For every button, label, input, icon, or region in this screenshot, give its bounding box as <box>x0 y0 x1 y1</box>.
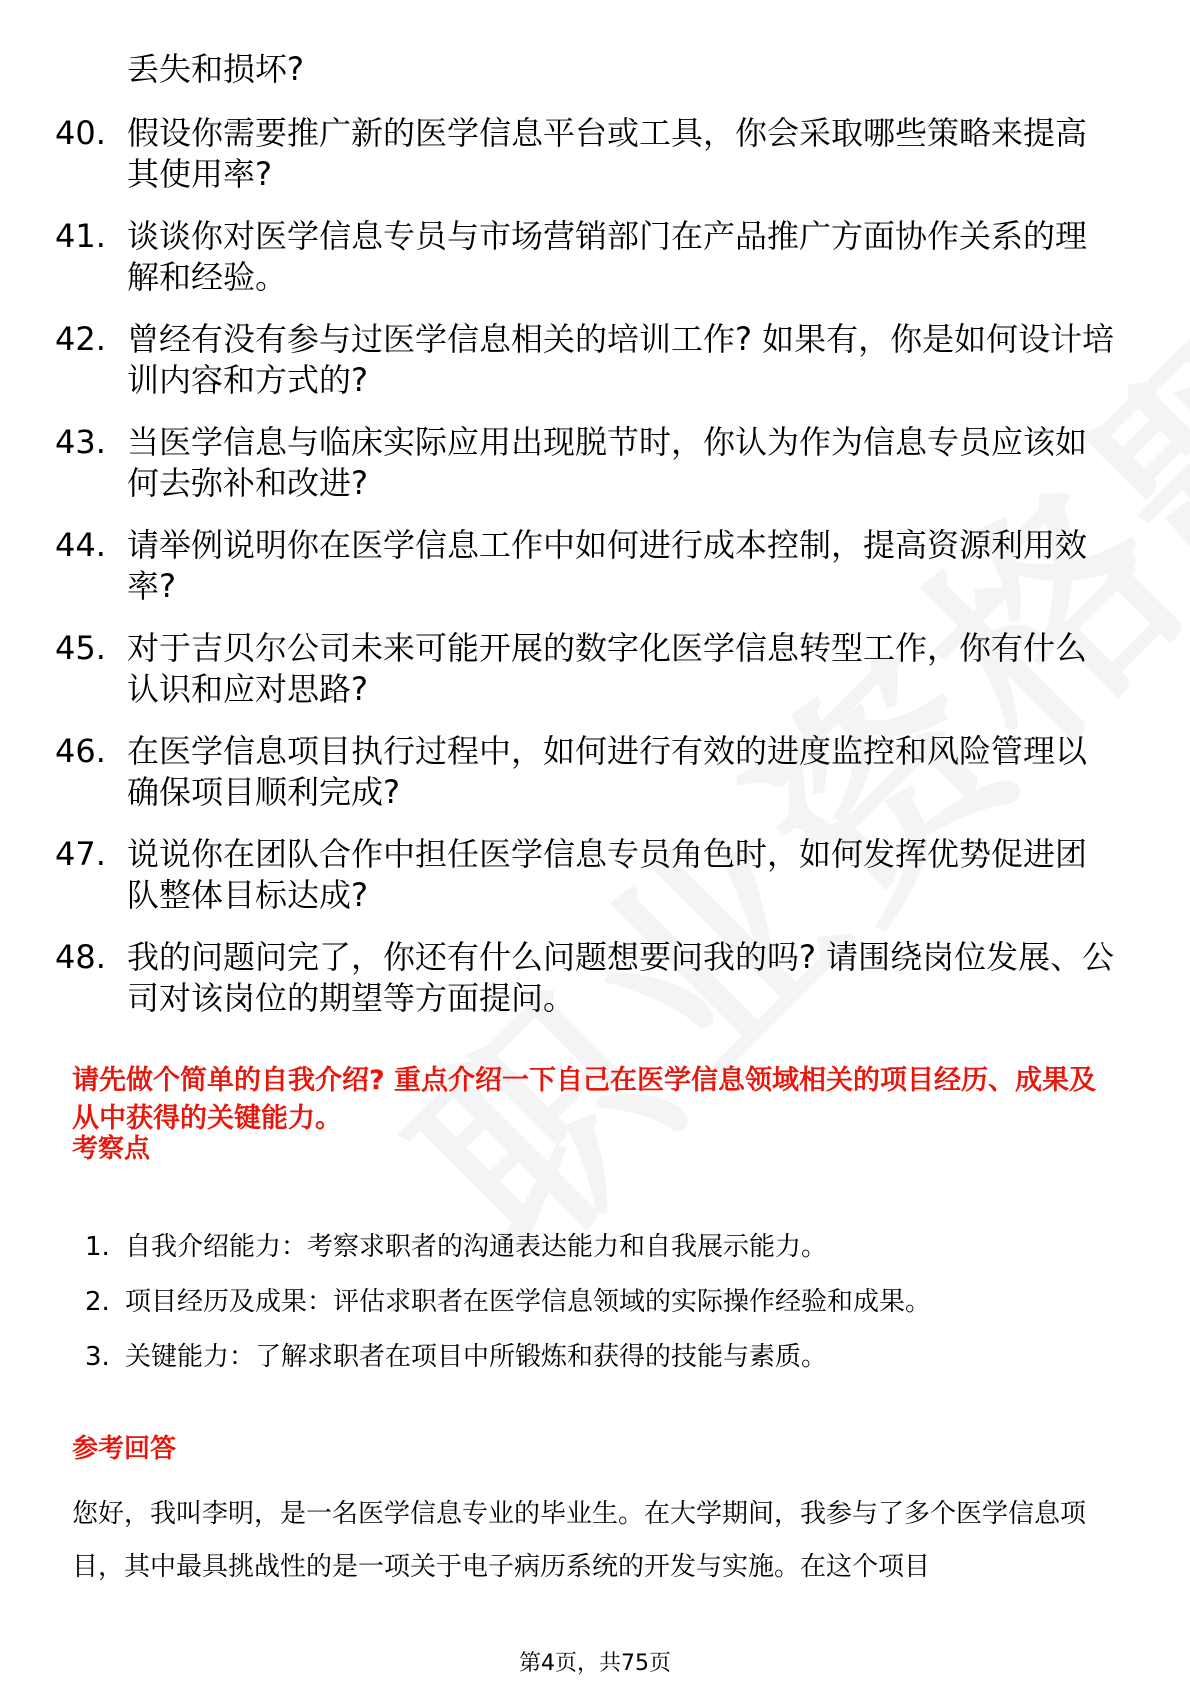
question-list <box>55 113 1115 1040</box>
examination-heading: 考察点 <box>72 1134 151 1164</box>
list-item <box>85 1230 1105 1264</box>
question-number: 41. <box>55 217 106 255</box>
question-text: 当医学信息与临床实际应用出现脱节时，你认为作为信息专员应该如何去弥补和改进? <box>127 423 1088 502</box>
question-number: 40. <box>55 114 106 152</box>
answer-paragraph: 您好，我叫李明，是一名医学信息专业的毕业生。在大学期间，我参与了多个医学信息项目，其中最具挑战性的是一项关于电子病历系统的开发与实施。在这个项目 <box>72 1499 1087 1582</box>
question-text: 对于吉贝尔公司未来可能开展的数字化医学信息转型工作，你有什么认识和应对思路? <box>127 629 1088 708</box>
question-number: 46. <box>55 732 106 770</box>
featured-question: 请先做个简单的自我介绍? 重点介绍一下自己在医学信息领域相关的项目经历、成果及从中获得的关键能力。 <box>72 1065 1097 1134</box>
list-item <box>55 113 1115 195</box>
question-number: 45. <box>55 629 106 667</box>
question-number: 44. <box>55 526 106 564</box>
list-item <box>55 525 1115 607</box>
question-number: 48. <box>55 938 106 976</box>
point-text: 关键能力：了解求职者在项目中所锻炼和获得的技能与素质。 <box>125 1342 828 1372</box>
list-item <box>55 319 1115 401</box>
question-text: 谈谈你对医学信息专员与市场营销部门在产品推广方面协作关系的理解和经验。 <box>127 217 1088 296</box>
question-text: 假设你需要推广新的医学信息平台或工具，你会采取哪些策略来提高其使用率? <box>127 114 1088 193</box>
point-text: 项目经历及成果：评估求职者在医学信息领域的实际操作经验和成果。 <box>125 1287 932 1317</box>
question-number: 47. <box>55 835 106 873</box>
point-text: 自我介绍能力：考察求职者的沟通表达能力和自我展示能力。 <box>125 1232 828 1262</box>
page-number-footer: 第4页，共75页 <box>519 1651 671 1676</box>
list-item <box>55 628 1115 710</box>
answer-heading: 参考回答 <box>72 1434 177 1464</box>
question-number: 43. <box>55 423 106 461</box>
point-number: 2. <box>85 1287 110 1317</box>
list-item <box>85 1340 1105 1374</box>
point-number: 1. <box>85 1232 110 1262</box>
question-text: 在医学信息项目执行过程中，如何进行有效的进度监控和风险管理以确保项目顺利完成? <box>127 732 1088 811</box>
point-number: 3. <box>85 1342 110 1372</box>
list-item <box>55 834 1115 916</box>
question-text: 请举例说明你在医学信息工作中如何进行成本控制，提高资源利用效率? <box>127 526 1088 605</box>
examination-points-list <box>85 1230 1105 1395</box>
list-item <box>55 937 1115 1019</box>
question-number: 42. <box>55 320 106 358</box>
list-item <box>85 1285 1105 1319</box>
list-item <box>55 422 1115 504</box>
list-item <box>55 731 1115 813</box>
question-text: 我的问题问完了，你还有什么问题想要问我的吗? 请围绕岗位发展、公司对该岗位的期望等方面提问。 <box>127 938 1115 1017</box>
question-text: 说说你在团队合作中担任医学信息专员角色时，如何发挥优势促进团队整体目标达成? <box>127 835 1088 914</box>
question-text: 曾经有没有参与过医学信息相关的培训工作? 如果有，你是如何设计培训内容和方式的? <box>127 320 1115 399</box>
list-item <box>55 216 1115 298</box>
question-continuation: 丢失和损坏? <box>127 50 304 88</box>
